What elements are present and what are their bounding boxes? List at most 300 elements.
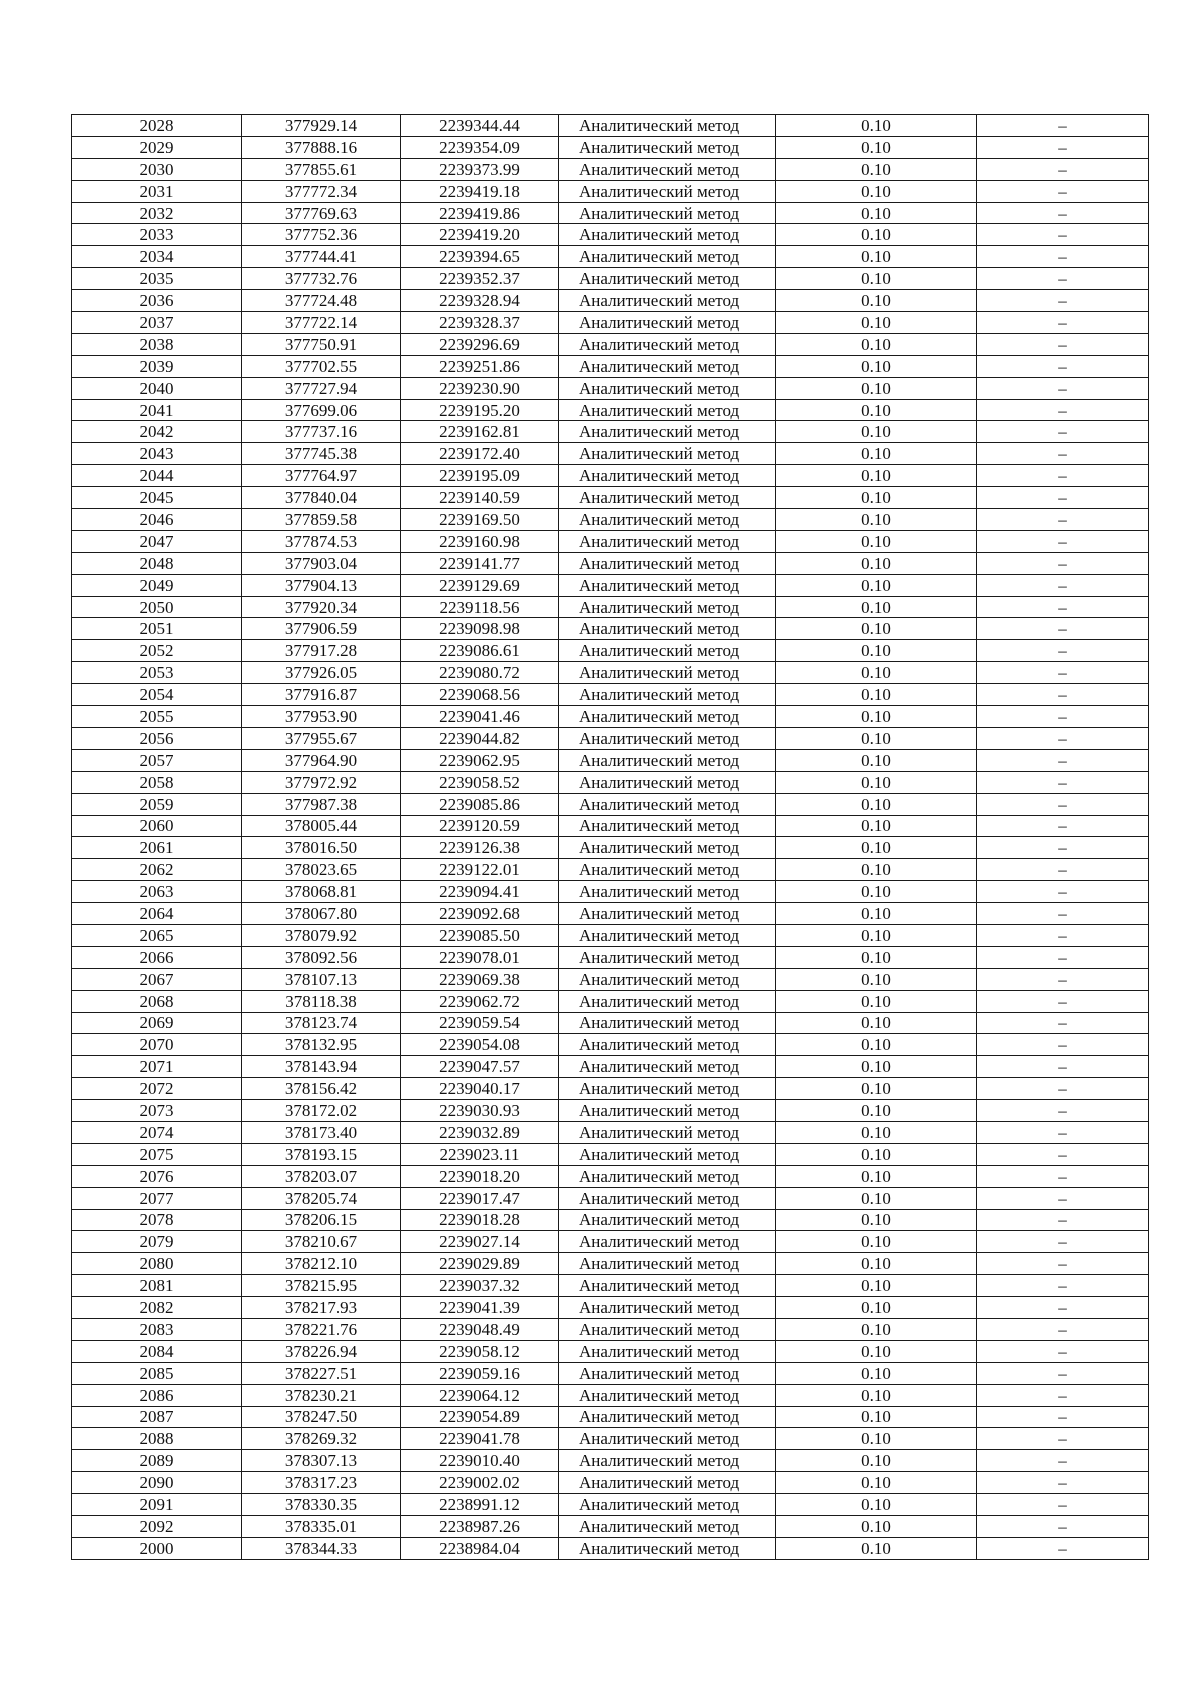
coordinate-x: 377953.90 xyxy=(242,706,401,728)
coordinate-x: 378203.07 xyxy=(242,1165,401,1187)
coordinate-y: 2239251.86 xyxy=(401,355,559,377)
description-cell: – xyxy=(977,1078,1149,1100)
table-row xyxy=(72,1209,1149,1231)
point-number: 2041 xyxy=(72,399,242,421)
coordinate-x: 377745.38 xyxy=(242,443,401,465)
determination-method: Аналитический метод xyxy=(559,1340,776,1362)
coordinate-x: 377702.55 xyxy=(242,355,401,377)
point-number: 2076 xyxy=(72,1165,242,1187)
point-number: 2085 xyxy=(72,1362,242,1384)
accuracy-value: 0.10 xyxy=(776,1297,977,1319)
point-number: 2042 xyxy=(72,421,242,443)
accuracy-value: 0.10 xyxy=(776,268,977,290)
coordinate-y: 2239092.68 xyxy=(401,903,559,925)
determination-method: Аналитический метод xyxy=(559,684,776,706)
point-number: 2049 xyxy=(72,574,242,596)
point-number: 2035 xyxy=(72,268,242,290)
accuracy-value: 0.10 xyxy=(776,312,977,334)
coordinate-x: 377904.13 xyxy=(242,574,401,596)
coordinate-y: 2239419.18 xyxy=(401,180,559,202)
determination-method: Аналитический метод xyxy=(559,749,776,771)
determination-method: Аналитический метод xyxy=(559,202,776,224)
description-cell: – xyxy=(977,399,1149,421)
point-number: 2043 xyxy=(72,443,242,465)
coordinate-y: 2239373.99 xyxy=(401,158,559,180)
point-number: 2092 xyxy=(72,1516,242,1538)
description-cell: – xyxy=(977,1472,1149,1494)
coordinate-y: 2239160.98 xyxy=(401,530,559,552)
determination-method: Аналитический метод xyxy=(559,1012,776,1034)
coordinate-x: 377727.94 xyxy=(242,377,401,399)
accuracy-value: 0.10 xyxy=(776,1318,977,1340)
determination-method: Аналитический метод xyxy=(559,333,776,355)
table-row xyxy=(72,881,1149,903)
table-row xyxy=(72,1340,1149,1362)
accuracy-value: 0.10 xyxy=(776,355,977,377)
accuracy-value: 0.10 xyxy=(776,1187,977,1209)
table-row xyxy=(72,924,1149,946)
point-number: 2082 xyxy=(72,1297,242,1319)
determination-method: Аналитический метод xyxy=(559,1100,776,1122)
accuracy-value: 0.10 xyxy=(776,465,977,487)
description-cell: – xyxy=(977,1165,1149,1187)
description-cell: – xyxy=(977,1297,1149,1319)
point-number: 2064 xyxy=(72,903,242,925)
table-row xyxy=(72,1253,1149,1275)
description-cell: – xyxy=(977,1253,1149,1275)
point-number: 2090 xyxy=(72,1472,242,1494)
description-cell: – xyxy=(977,968,1149,990)
table-row xyxy=(72,903,1149,925)
description-cell: – xyxy=(977,290,1149,312)
coordinate-y: 2239059.16 xyxy=(401,1362,559,1384)
coordinate-x: 378123.74 xyxy=(242,1012,401,1034)
coordinate-y: 2239058.52 xyxy=(401,771,559,793)
coordinate-y: 2239027.14 xyxy=(401,1231,559,1253)
accuracy-value: 0.10 xyxy=(776,793,977,815)
table-row xyxy=(72,246,1149,268)
point-number: 2060 xyxy=(72,815,242,837)
description-cell: – xyxy=(977,1406,1149,1428)
coordinate-y: 2239230.90 xyxy=(401,377,559,399)
determination-method: Аналитический метод xyxy=(559,487,776,509)
table-row xyxy=(72,399,1149,421)
accuracy-value: 0.10 xyxy=(776,1209,977,1231)
point-number: 2066 xyxy=(72,946,242,968)
accuracy-value: 0.10 xyxy=(776,924,977,946)
coordinate-x: 378143.94 xyxy=(242,1056,401,1078)
determination-method: Аналитический метод xyxy=(559,1165,776,1187)
coordinate-y: 2239018.20 xyxy=(401,1165,559,1187)
coordinate-y: 2239120.59 xyxy=(401,815,559,837)
coordinate-x: 378206.15 xyxy=(242,1209,401,1231)
point-number: 2077 xyxy=(72,1187,242,1209)
description-cell: – xyxy=(977,618,1149,640)
table-row xyxy=(72,552,1149,574)
determination-method: Аналитический метод xyxy=(559,1362,776,1384)
point-number: 2047 xyxy=(72,530,242,552)
determination-method: Аналитический метод xyxy=(559,530,776,552)
determination-method: Аналитический метод xyxy=(559,1384,776,1406)
accuracy-value: 0.10 xyxy=(776,881,977,903)
accuracy-value: 0.10 xyxy=(776,530,977,552)
description-cell: – xyxy=(977,1231,1149,1253)
point-number: 2083 xyxy=(72,1318,242,1340)
table-row xyxy=(72,180,1149,202)
determination-method: Аналитический метод xyxy=(559,662,776,684)
coordinate-y: 2239010.40 xyxy=(401,1450,559,1472)
coordinate-x: 378212.10 xyxy=(242,1253,401,1275)
determination-method: Аналитический метод xyxy=(559,290,776,312)
description-cell: – xyxy=(977,574,1149,596)
description-cell: – xyxy=(977,115,1149,137)
accuracy-value: 0.10 xyxy=(776,1537,977,1559)
coordinate-x: 377955.67 xyxy=(242,727,401,749)
coordinate-y: 2239054.89 xyxy=(401,1406,559,1428)
point-number: 2028 xyxy=(72,115,242,137)
point-number: 2079 xyxy=(72,1231,242,1253)
point-number: 2045 xyxy=(72,487,242,509)
point-number: 2061 xyxy=(72,837,242,859)
coordinate-y: 2239172.40 xyxy=(401,443,559,465)
accuracy-value: 0.10 xyxy=(776,727,977,749)
determination-method: Аналитический метод xyxy=(559,1516,776,1538)
coordinate-y: 2239086.61 xyxy=(401,640,559,662)
coordinate-x: 378317.23 xyxy=(242,1472,401,1494)
point-number: 2052 xyxy=(72,640,242,662)
coordinates-table xyxy=(71,114,1149,1560)
coordinate-x: 378067.80 xyxy=(242,903,401,925)
point-number: 2091 xyxy=(72,1494,242,1516)
point-number: 2000 xyxy=(72,1537,242,1559)
coordinate-x: 378079.92 xyxy=(242,924,401,946)
coordinate-x: 377744.41 xyxy=(242,246,401,268)
table-row xyxy=(72,1537,1149,1559)
coordinate-y: 2239041.78 xyxy=(401,1428,559,1450)
point-number: 2081 xyxy=(72,1275,242,1297)
point-number: 2078 xyxy=(72,1209,242,1231)
table-row xyxy=(72,706,1149,728)
determination-method: Аналитический метод xyxy=(559,881,776,903)
determination-method: Аналитический метод xyxy=(559,990,776,1012)
table-row xyxy=(72,1100,1149,1122)
accuracy-value: 0.10 xyxy=(776,1450,977,1472)
coordinate-x: 378193.15 xyxy=(242,1143,401,1165)
description-cell: – xyxy=(977,1056,1149,1078)
point-number: 2032 xyxy=(72,202,242,224)
coordinate-y: 2239419.20 xyxy=(401,224,559,246)
point-number: 2063 xyxy=(72,881,242,903)
accuracy-value: 0.10 xyxy=(776,290,977,312)
coordinate-y: 2239023.11 xyxy=(401,1143,559,1165)
coordinate-y: 2239002.02 xyxy=(401,1472,559,1494)
accuracy-value: 0.10 xyxy=(776,640,977,662)
coordinate-y: 2239047.57 xyxy=(401,1056,559,1078)
accuracy-value: 0.10 xyxy=(776,946,977,968)
point-number: 2088 xyxy=(72,1428,242,1450)
description-cell: – xyxy=(977,268,1149,290)
accuracy-value: 0.10 xyxy=(776,1275,977,1297)
description-cell: – xyxy=(977,1034,1149,1056)
point-number: 2044 xyxy=(72,465,242,487)
point-number: 2037 xyxy=(72,312,242,334)
table-row xyxy=(72,355,1149,377)
coordinate-y: 2239085.50 xyxy=(401,924,559,946)
determination-method: Аналитический метод xyxy=(559,1428,776,1450)
coordinate-x: 377987.38 xyxy=(242,793,401,815)
accuracy-value: 0.10 xyxy=(776,706,977,728)
determination-method: Аналитический метод xyxy=(559,115,776,137)
accuracy-value: 0.10 xyxy=(776,1472,977,1494)
description-cell: – xyxy=(977,881,1149,903)
description-cell: – xyxy=(977,355,1149,377)
coordinate-y: 2239059.54 xyxy=(401,1012,559,1034)
coordinate-x: 377752.36 xyxy=(242,224,401,246)
table-row xyxy=(72,1362,1149,1384)
determination-method: Аналитический метод xyxy=(559,771,776,793)
coordinate-y: 2239069.38 xyxy=(401,968,559,990)
determination-method: Аналитический метод xyxy=(559,158,776,180)
point-number: 2073 xyxy=(72,1100,242,1122)
accuracy-value: 0.10 xyxy=(776,1384,977,1406)
coordinate-y: 2239140.59 xyxy=(401,487,559,509)
table-row xyxy=(72,443,1149,465)
determination-method: Аналитический метод xyxy=(559,1078,776,1100)
table-row xyxy=(72,684,1149,706)
table-row xyxy=(72,1143,1149,1165)
table-row xyxy=(72,465,1149,487)
table-row xyxy=(72,530,1149,552)
description-cell: – xyxy=(977,1143,1149,1165)
coordinate-x: 378118.38 xyxy=(242,990,401,1012)
accuracy-value: 0.10 xyxy=(776,1165,977,1187)
determination-method: Аналитический метод xyxy=(559,1056,776,1078)
table-row xyxy=(72,290,1149,312)
accuracy-value: 0.10 xyxy=(776,837,977,859)
description-cell: – xyxy=(977,793,1149,815)
coordinate-x: 378023.65 xyxy=(242,859,401,881)
table-row xyxy=(72,312,1149,334)
coordinate-x: 377906.59 xyxy=(242,618,401,640)
point-number: 2058 xyxy=(72,771,242,793)
description-cell: – xyxy=(977,202,1149,224)
accuracy-value: 0.10 xyxy=(776,399,977,421)
coordinate-y: 2239058.12 xyxy=(401,1340,559,1362)
coordinate-x: 378247.50 xyxy=(242,1406,401,1428)
determination-method: Аналитический метод xyxy=(559,1275,776,1297)
determination-method: Аналитический метод xyxy=(559,618,776,640)
coordinate-x: 377840.04 xyxy=(242,487,401,509)
coordinate-x: 377764.97 xyxy=(242,465,401,487)
table-row xyxy=(72,837,1149,859)
point-number: 2036 xyxy=(72,290,242,312)
coordinate-x: 377926.05 xyxy=(242,662,401,684)
coordinate-x: 377920.34 xyxy=(242,596,401,618)
point-number: 2084 xyxy=(72,1340,242,1362)
table-row xyxy=(72,618,1149,640)
coordinate-y: 2239062.95 xyxy=(401,749,559,771)
coordinate-y: 2239098.98 xyxy=(401,618,559,640)
coordinate-y: 2239354.09 xyxy=(401,136,559,158)
coordinate-y: 2239018.28 xyxy=(401,1209,559,1231)
coordinate-y: 2239064.12 xyxy=(401,1384,559,1406)
determination-method: Аналитический метод xyxy=(559,246,776,268)
table-row xyxy=(72,1078,1149,1100)
coordinate-x: 378230.21 xyxy=(242,1384,401,1406)
accuracy-value: 0.10 xyxy=(776,487,977,509)
accuracy-value: 0.10 xyxy=(776,202,977,224)
determination-method: Аналитический метод xyxy=(559,509,776,531)
point-number: 2031 xyxy=(72,180,242,202)
description-cell: – xyxy=(977,487,1149,509)
coordinate-x: 378335.01 xyxy=(242,1516,401,1538)
accuracy-value: 0.10 xyxy=(776,1012,977,1034)
table-row xyxy=(72,268,1149,290)
description-cell: – xyxy=(977,377,1149,399)
coordinate-x: 377888.16 xyxy=(242,136,401,158)
coordinate-y: 2239296.69 xyxy=(401,333,559,355)
accuracy-value: 0.10 xyxy=(776,333,977,355)
table-row xyxy=(72,1318,1149,1340)
point-number: 2033 xyxy=(72,224,242,246)
accuracy-value: 0.10 xyxy=(776,1340,977,1362)
coordinate-x: 378217.93 xyxy=(242,1297,401,1319)
coordinate-y: 2239041.39 xyxy=(401,1297,559,1319)
coordinate-x: 377699.06 xyxy=(242,399,401,421)
accuracy-value: 0.10 xyxy=(776,1143,977,1165)
coordinate-y: 2239394.65 xyxy=(401,246,559,268)
coordinate-x: 378205.74 xyxy=(242,1187,401,1209)
determination-method: Аналитический метод xyxy=(559,1450,776,1472)
point-number: 2055 xyxy=(72,706,242,728)
coordinate-y: 2239030.93 xyxy=(401,1100,559,1122)
determination-method: Аналитический метод xyxy=(559,727,776,749)
table-row xyxy=(72,487,1149,509)
coordinate-x: 378132.95 xyxy=(242,1034,401,1056)
point-number: 2070 xyxy=(72,1034,242,1056)
accuracy-value: 0.10 xyxy=(776,1078,977,1100)
determination-method: Аналитический метод xyxy=(559,1143,776,1165)
coordinate-x: 377722.14 xyxy=(242,312,401,334)
determination-method: Аналитический метод xyxy=(559,1537,776,1559)
description-cell: – xyxy=(977,1428,1149,1450)
point-number: 2056 xyxy=(72,727,242,749)
accuracy-value: 0.10 xyxy=(776,859,977,881)
point-number: 2087 xyxy=(72,1406,242,1428)
coordinate-y: 2239328.94 xyxy=(401,290,559,312)
determination-method: Аналитический метод xyxy=(559,268,776,290)
determination-method: Аналитический метод xyxy=(559,1121,776,1143)
accuracy-value: 0.10 xyxy=(776,377,977,399)
determination-method: Аналитический метод xyxy=(559,355,776,377)
determination-method: Аналитический метод xyxy=(559,793,776,815)
description-cell: – xyxy=(977,903,1149,925)
accuracy-value: 0.10 xyxy=(776,596,977,618)
coordinate-x: 377737.16 xyxy=(242,421,401,443)
accuracy-value: 0.10 xyxy=(776,1034,977,1056)
coordinate-x: 377972.92 xyxy=(242,771,401,793)
determination-method: Аналитический метод xyxy=(559,903,776,925)
accuracy-value: 0.10 xyxy=(776,509,977,531)
description-cell: – xyxy=(977,312,1149,334)
coordinate-y: 2239040.17 xyxy=(401,1078,559,1100)
description-cell: – xyxy=(977,640,1149,662)
coordinate-x: 378172.02 xyxy=(242,1100,401,1122)
point-number: 2040 xyxy=(72,377,242,399)
accuracy-value: 0.10 xyxy=(776,1494,977,1516)
accuracy-value: 0.10 xyxy=(776,224,977,246)
description-cell: – xyxy=(977,1209,1149,1231)
coordinate-y: 2239078.01 xyxy=(401,946,559,968)
table-row xyxy=(72,224,1149,246)
coordinate-x: 378344.33 xyxy=(242,1537,401,1559)
coordinate-x: 377750.91 xyxy=(242,333,401,355)
determination-method: Аналитический метод xyxy=(559,421,776,443)
description-cell: – xyxy=(977,859,1149,881)
table-row xyxy=(72,640,1149,662)
table-row xyxy=(72,815,1149,837)
point-number: 2068 xyxy=(72,990,242,1012)
point-number: 2089 xyxy=(72,1450,242,1472)
coordinate-y: 2239169.50 xyxy=(401,509,559,531)
point-number: 2048 xyxy=(72,552,242,574)
coordinate-y: 2239062.72 xyxy=(401,990,559,1012)
description-cell: – xyxy=(977,924,1149,946)
coordinate-x: 378307.13 xyxy=(242,1450,401,1472)
accuracy-value: 0.10 xyxy=(776,1428,977,1450)
coordinate-y: 2239344.44 xyxy=(401,115,559,137)
coordinate-y: 2239122.01 xyxy=(401,859,559,881)
coordinate-x: 377916.87 xyxy=(242,684,401,706)
determination-method: Аналитический метод xyxy=(559,1494,776,1516)
point-number: 2086 xyxy=(72,1384,242,1406)
point-number: 2080 xyxy=(72,1253,242,1275)
coordinate-x: 377772.34 xyxy=(242,180,401,202)
accuracy-value: 0.10 xyxy=(776,618,977,640)
point-number: 2072 xyxy=(72,1078,242,1100)
determination-method: Аналитический метод xyxy=(559,377,776,399)
description-cell: – xyxy=(977,552,1149,574)
coordinate-y: 2239195.09 xyxy=(401,465,559,487)
description-cell: – xyxy=(977,443,1149,465)
point-number: 2071 xyxy=(72,1056,242,1078)
coordinate-y: 2239328.37 xyxy=(401,312,559,334)
coordinate-x: 378107.13 xyxy=(242,968,401,990)
description-cell: – xyxy=(977,1121,1149,1143)
point-number: 2029 xyxy=(72,136,242,158)
description-cell: – xyxy=(977,530,1149,552)
coordinate-y: 2239080.72 xyxy=(401,662,559,684)
table-row xyxy=(72,662,1149,684)
determination-method: Аналитический метод xyxy=(559,552,776,574)
determination-method: Аналитический метод xyxy=(559,1297,776,1319)
determination-method: Аналитический метод xyxy=(559,180,776,202)
coordinate-x: 378092.56 xyxy=(242,946,401,968)
coordinate-y: 2239029.89 xyxy=(401,1253,559,1275)
description-cell: – xyxy=(977,749,1149,771)
accuracy-value: 0.10 xyxy=(776,246,977,268)
table-row xyxy=(72,1012,1149,1034)
point-number: 2053 xyxy=(72,662,242,684)
description-cell: – xyxy=(977,333,1149,355)
coordinate-y: 2239037.32 xyxy=(401,1275,559,1297)
table-row xyxy=(72,421,1149,443)
coordinate-x: 378173.40 xyxy=(242,1121,401,1143)
table-row xyxy=(72,509,1149,531)
determination-method: Аналитический метод xyxy=(559,1231,776,1253)
table-row xyxy=(72,1516,1149,1538)
coordinate-x: 377903.04 xyxy=(242,552,401,574)
